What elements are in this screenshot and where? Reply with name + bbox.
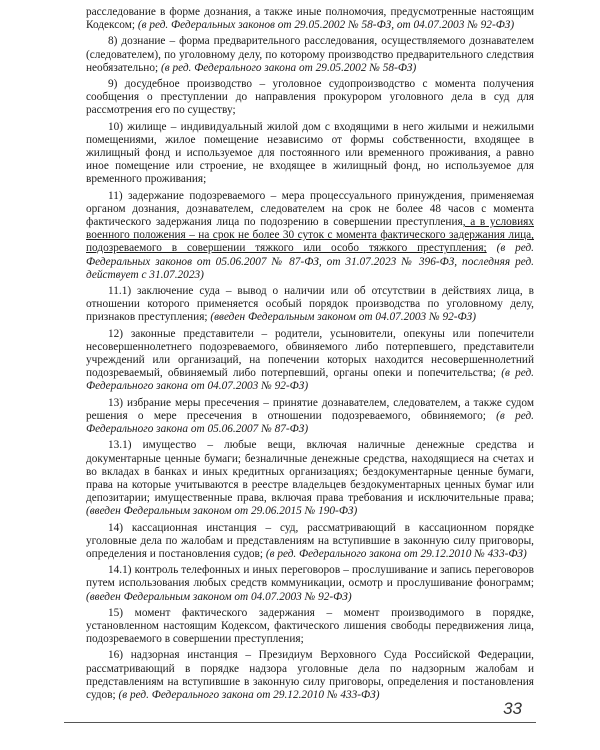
paragraph-item-11-1: 11.1) заключение суда – вывод о наличии или об отсутствии в действиях лица, в отношении которого применяется особый порядок производства по уголовному делу, признаков преступления; (введен Федеральным законом от 04.07.2003 № 92-ФЗ) <box>86 285 534 324</box>
paragraph-item-12: 12) законные представители – родители, усыновители, опекуны или попечители несовершеннолетнего подозреваемого, обвиняемого либо потерпевшего, представители учреждений или организаций, на попечении которых находится несовершеннолетний подозреваемый, обвиняемый либо потерпевший, органы опеки и попечительства; (в ред. Федерального закона от 04.07.2003 № 92-ФЗ) <box>86 327 534 393</box>
body-text <box>86 6 534 702</box>
footer-rule <box>64 722 536 723</box>
page-number: 33 <box>503 699 522 718</box>
paragraph-item-14: 14) кассационная инстанция – суд, рассматривающий в кассационном порядке уголовные дела по жалобам и представлениям на вступившие в законную силу приговоры, определения и постановления судов; (в ред. Федерального закона от 29.12.2010 № 433-ФЗ) <box>86 521 534 560</box>
paragraph-item-14-1: 14.1) контроль телефонных и иных переговоров – прослушивание и запись переговоров путем использования любых средств коммуникации, осмотр и прослушивание фонограмм; (введен Федеральным законом от 04.07.2003 № 92-ФЗ) <box>86 564 534 603</box>
paragraph-item-8: 8) дознание – форма предварительного расследования, осуществляемого дознавателем (следователем), по уголовному делу, по которому производство предварительного следствия необязательно; (в ред. Федерального закона от 29.05.2002 № 58-ФЗ) <box>86 35 534 74</box>
paragraph-item-10: 10) жилище – индивидуальный жилой дом с входящими в него жилыми и нежилыми помещениями, жилое помещение независимо от формы собственности, входящее в жилищный фонд и используемое для постоянного или временного проживания, а равно иное помещение или строение, не входящее в жилищный фонд, но используемое для временного проживания; <box>86 120 534 186</box>
paragraph-item-13-1: 13.1) имущество – любые вещи, включая наличные денежные средства и документарные ценные бумаги; безналичные денежные средства, находящиеся на счетах и во вкладах в банках и иных кредитных организациях; бездокументарные ценные бумаги, права на которые учитываются в реестре владельцев бездокументарных ценных бумаг или депозитарии; имущественные права, включая права требования и исключительные права; (введен Федеральным законом от 29.06.2015 № 190-ФЗ) <box>86 439 534 518</box>
paragraph-item-16: 16) надзорная инстанция – Президиум Верховного Суда Российской Федерации, рассматривающий в порядке надзора уголовные дела по надзорным жалобам и представлениям на вступившие в законную силу приговоры, определения и постановления судов; (в ред. Федерального закона от 29.12.2010 № 433-ФЗ) <box>86 649 534 701</box>
paragraph-item-15: 15) момент фактического задержания – момент производимого в порядке, установленном настоящим Кодексом, фактического лишения свободы передвижения лица, подозреваемого в совершении преступления; <box>86 606 534 646</box>
paragraph-item-9: 9) досудебное производство – уголовное судопроизводство с момента получения сообщения о преступлении до направления прокурором уголовного дела в суд для рассмотрения его по существу; <box>86 78 534 117</box>
paragraph-item-11: 11) задержание подозреваемого – мера процессуального принуждения, применяемая органом дознания, дознавателем, следователем на срок не более 48 часов с момента фактического задержания лица по подозрению в совершении преступления, а в условиях военного положения – на срок не более 30 суток с момента фактического задержания лица, подозреваемого в совершении тяжкого или особо тяжкого преступления; (в ред. Федеральных законов от 05.06.2007 № 87-ФЗ, от 31.07.2023 № 396-ФЗ, последняя ред. действует с 31.07.2023) <box>86 189 535 281</box>
paragraph-intro: расследование в форме дознания, а также иные полномочия, предусмотренные настоящим Кодексом; (в ред. Федеральных законов от 29.05.2002 № 58-ФЗ, от 04.07.2003 № 92-ФЗ) <box>86 6 534 32</box>
underlined-amendment: , а в условиях военного положения – на срок не более 30 суток с момента фактического задержания лица, подозреваемого в совершении тяжкого или особо тяжкого преступления; <box>86 216 534 255</box>
paragraph-item-13: 13) избрание меры пресечения – принятие дознавателем, следователем, а также судом решения о мере пресечения в отношении подозреваемого, обвиняемого; (в ред. Федерального закона от 05.06.2007 № 87-ФЗ) <box>86 396 534 436</box>
